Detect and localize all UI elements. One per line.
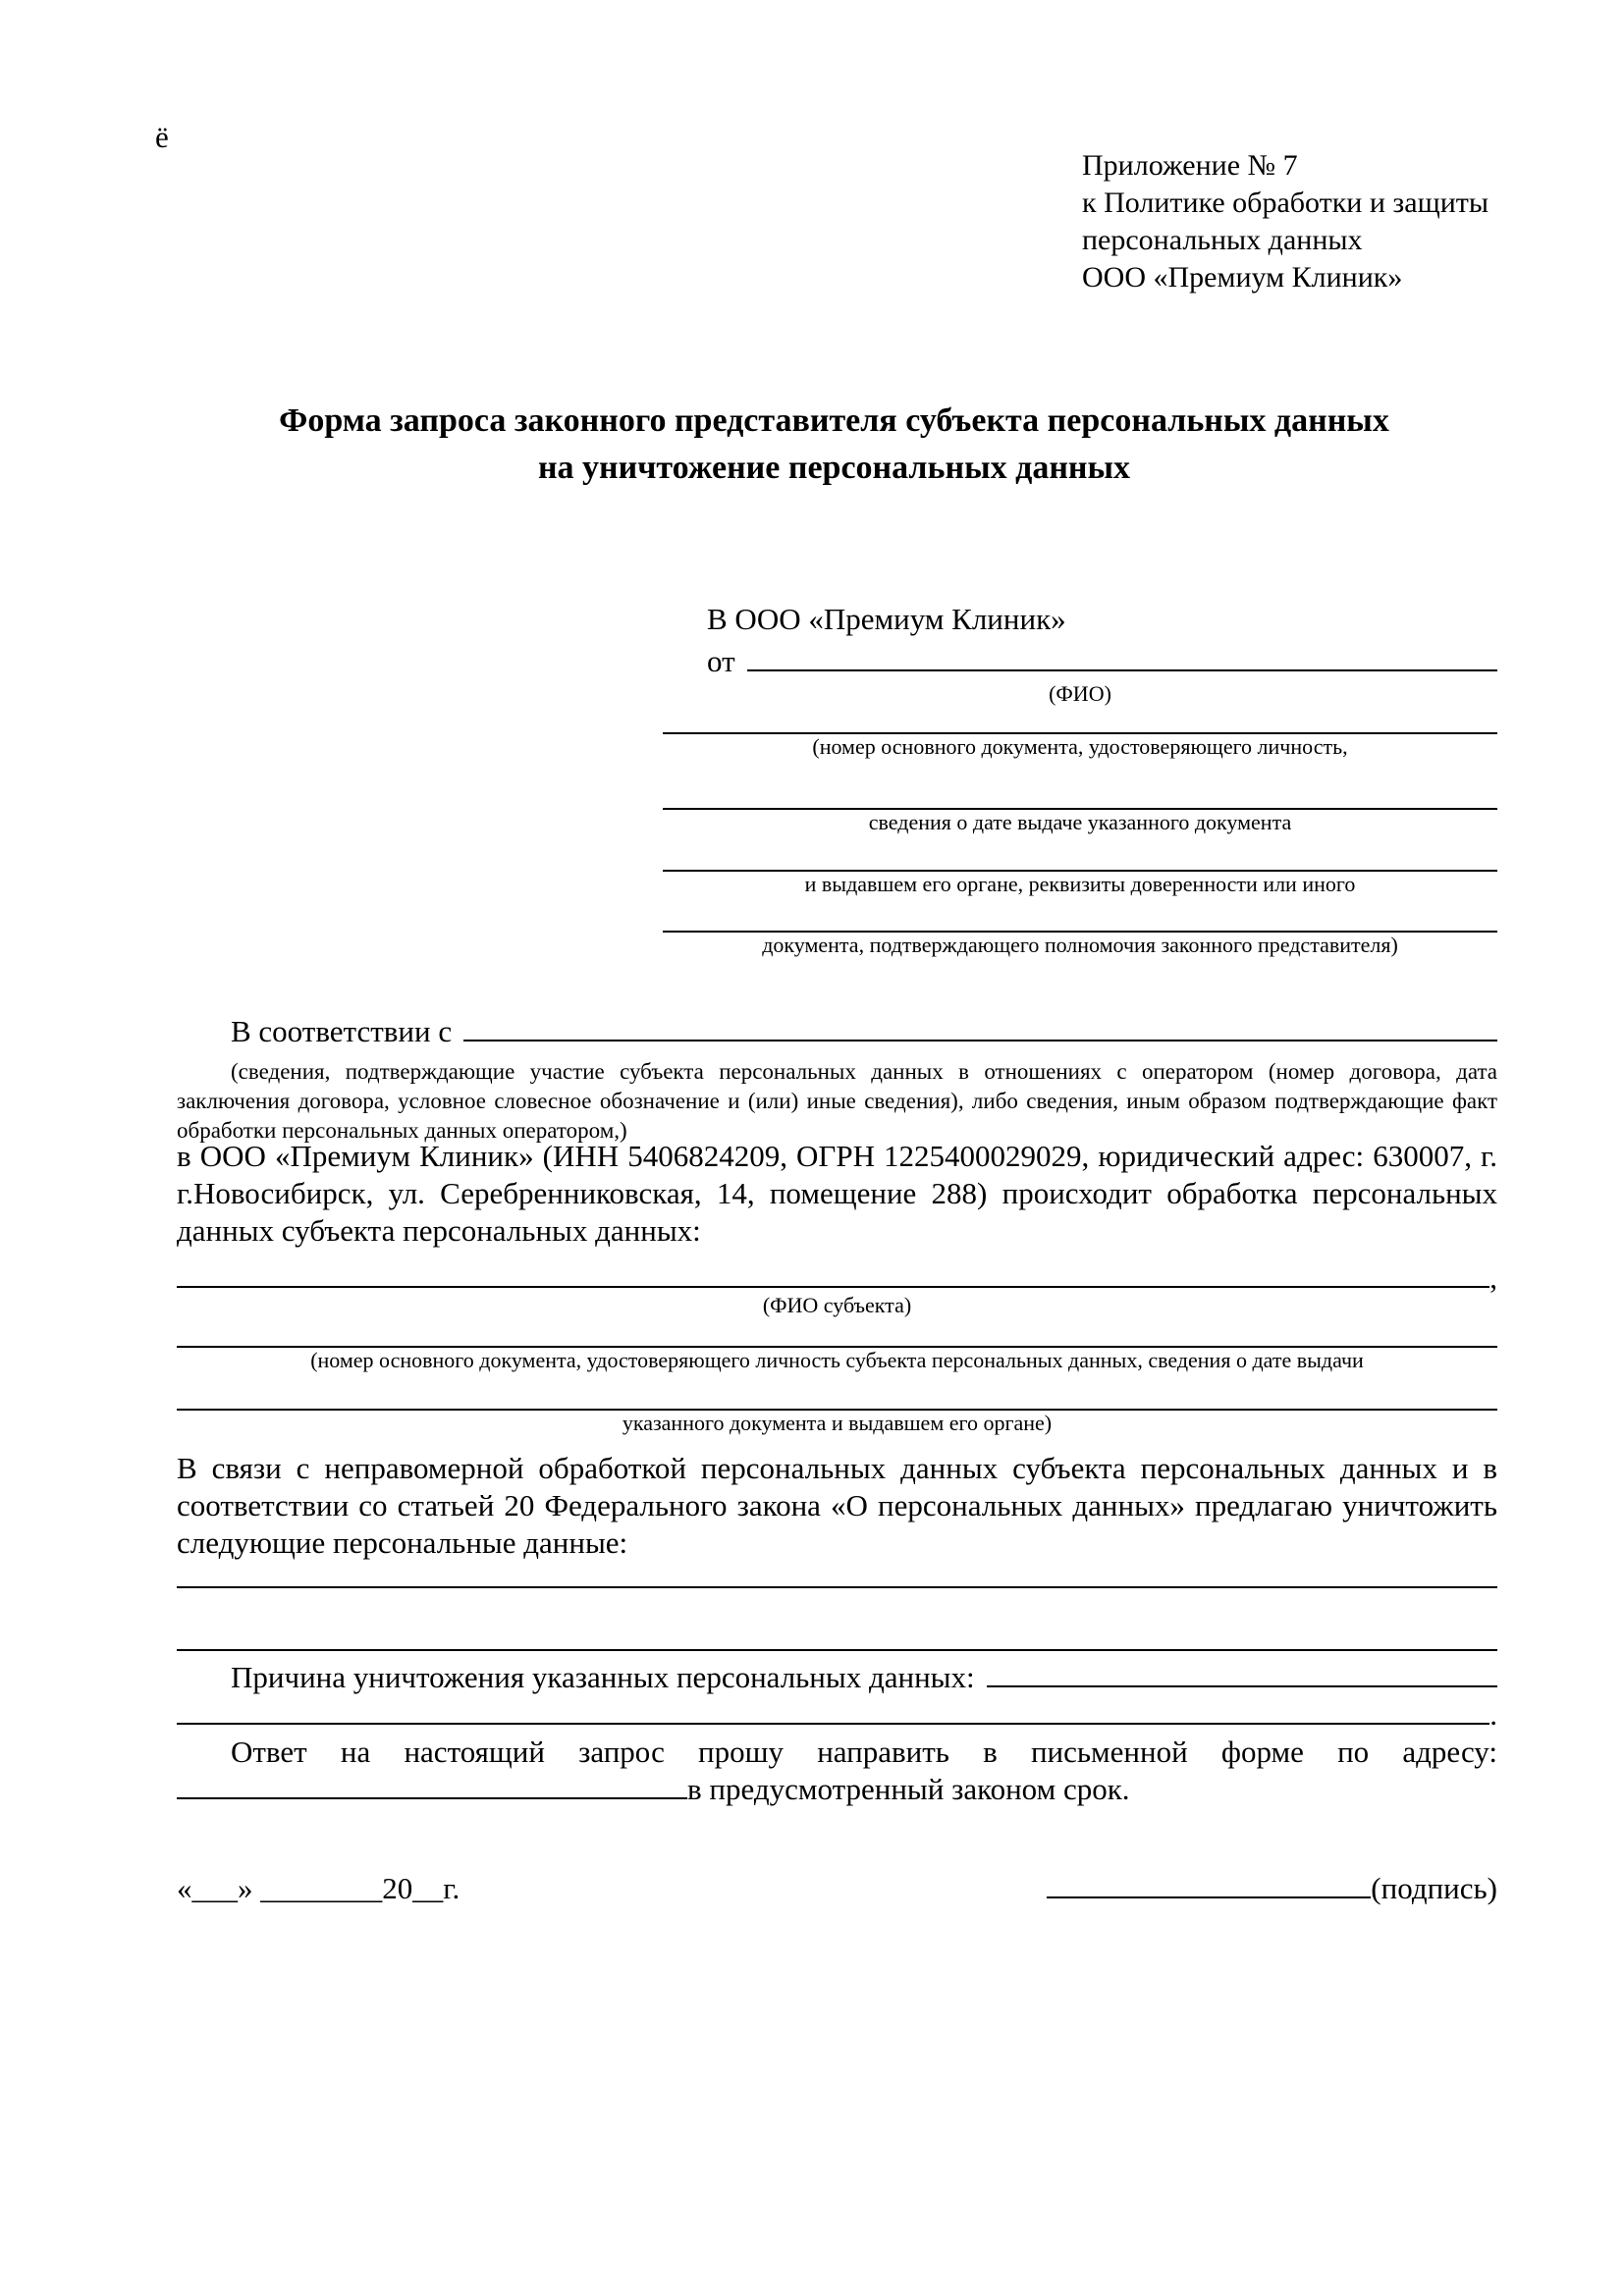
- from-row: [663, 642, 1497, 681]
- document-title: [167, 398, 1501, 492]
- from-label: от: [707, 644, 735, 678]
- reply-address-row: [177, 1771, 1497, 1808]
- comma-mark: ,: [1489, 1260, 1497, 1295]
- according-blank-line: [463, 1040, 1497, 1041]
- request-paragraph: В связи с неправомерной обработкой персональных данных субъекта персональных данных и в соответствии со статьей 20 Федерального закона «О персональных данных» предлагаю уничтожить следующие персональные данные:: [177, 1451, 1497, 1560]
- operator-paragraph: в ООО «Премиум Клиник» (ИНН 5406824209, ОГРН 1225400029029, юридический адрес: 630007, г. г.Новосибирск, ул. Серебренниковская, 14, помещение 288) происходит обработка персональных данных субъекта персональных данных:: [177, 1139, 1497, 1248]
- signature-blank-line: [1047, 1896, 1371, 1898]
- appendix-line: Приложение № 7: [1082, 149, 1298, 182]
- blank-line: [663, 897, 1497, 933]
- representative-fio-blank-line: [747, 669, 1497, 671]
- addressee-block: [663, 601, 1497, 958]
- document-title-line2: на уничтожение персональных данных: [537, 450, 1131, 486]
- appendix-line: к Политике обработки и защиты: [1082, 187, 1489, 219]
- signature-area: [1047, 1870, 1497, 1907]
- fio-caption: (ФИО): [1049, 681, 1111, 706]
- stray-character: ё: [155, 120, 169, 154]
- according-label: В соответствии с: [231, 1014, 453, 1048]
- appendix-line: ООО «Премиум Клиник»: [1082, 261, 1403, 294]
- signature-footer: [177, 1870, 1497, 1907]
- document-body: [177, 1013, 1497, 1808]
- blank-line: [663, 760, 1497, 810]
- subject-fio-caption: (ФИО субъекта): [762, 1293, 912, 1317]
- field-caption: и выдавшем его органе, реквизиты доверенности или иного: [804, 872, 1356, 896]
- document-title-line1: Форма запроса законного представителя субъекта персональных данных: [279, 402, 1389, 439]
- reply-paragraph: Ответ на настоящий запрос прошу направить в письменной форме по адресу:: [231, 1735, 1497, 1769]
- representative-doc-field: [663, 707, 1497, 760]
- blank-line: [663, 707, 1497, 734]
- address-blank-line: [177, 1797, 687, 1799]
- date-line: «___» ________20__г.: [177, 1871, 460, 1905]
- field-caption: (номер основного документа, удостоверяющего личность субъекта персональных данных, сведения о дате выдачи: [310, 1348, 1364, 1372]
- period-mark: .: [1489, 1697, 1497, 1732]
- representative-doc-field: [663, 897, 1497, 958]
- field-caption: сведения о дате выдаче указанного документа: [868, 810, 1292, 834]
- blank-line: [663, 835, 1497, 872]
- reason-continuation-row: [177, 1696, 1497, 1734]
- data-to-destroy-blank-line: [177, 1562, 1497, 1588]
- reason-blank-line: [987, 1685, 1497, 1687]
- signature-caption: (подпись): [1371, 1871, 1497, 1905]
- field-caption: (номер основного документа, удостоверяющего личность,: [812, 734, 1348, 759]
- reason-row: [177, 1659, 1497, 1696]
- blank-line: [177, 1318, 1497, 1348]
- data-to-destroy-blank-line: [177, 1588, 1497, 1651]
- addressee-organization: В ООО «Премиум Клиник»: [707, 602, 1066, 636]
- appendix-block: [1082, 147, 1489, 296]
- according-caption: (сведения, подтверждающие участие субъекта персональных данных в отношениях с оператором (номер договора, дата заключения договора, условное словесное обозначение и (или) иные сведения), либо сведения, иным образом подтверждающие факт обработки персональных данных оператором,): [177, 1059, 1497, 1143]
- according-row: [177, 1013, 1497, 1050]
- subject-doc-field: [177, 1373, 1497, 1436]
- appendix-line: персональных данных: [1082, 224, 1363, 256]
- subject-fio-row: [177, 1260, 1497, 1295]
- field-caption: документа, подтверждающего полномочия законного представителя): [762, 933, 1398, 957]
- reason-blank-line-2: [177, 1723, 1489, 1725]
- representative-doc-field: [663, 835, 1497, 897]
- blank-line: [177, 1373, 1497, 1411]
- reply-suffix: в предусмотренный законом срок.: [687, 1772, 1130, 1806]
- representative-doc-field: [663, 760, 1497, 835]
- reason-label: Причина уничтожения указанных персональных данных:: [231, 1660, 975, 1694]
- field-caption: указанного документа и выдавшем его органе): [622, 1411, 1053, 1435]
- subject-fio-blank-line: [177, 1286, 1489, 1288]
- subject-doc-field: [177, 1318, 1497, 1373]
